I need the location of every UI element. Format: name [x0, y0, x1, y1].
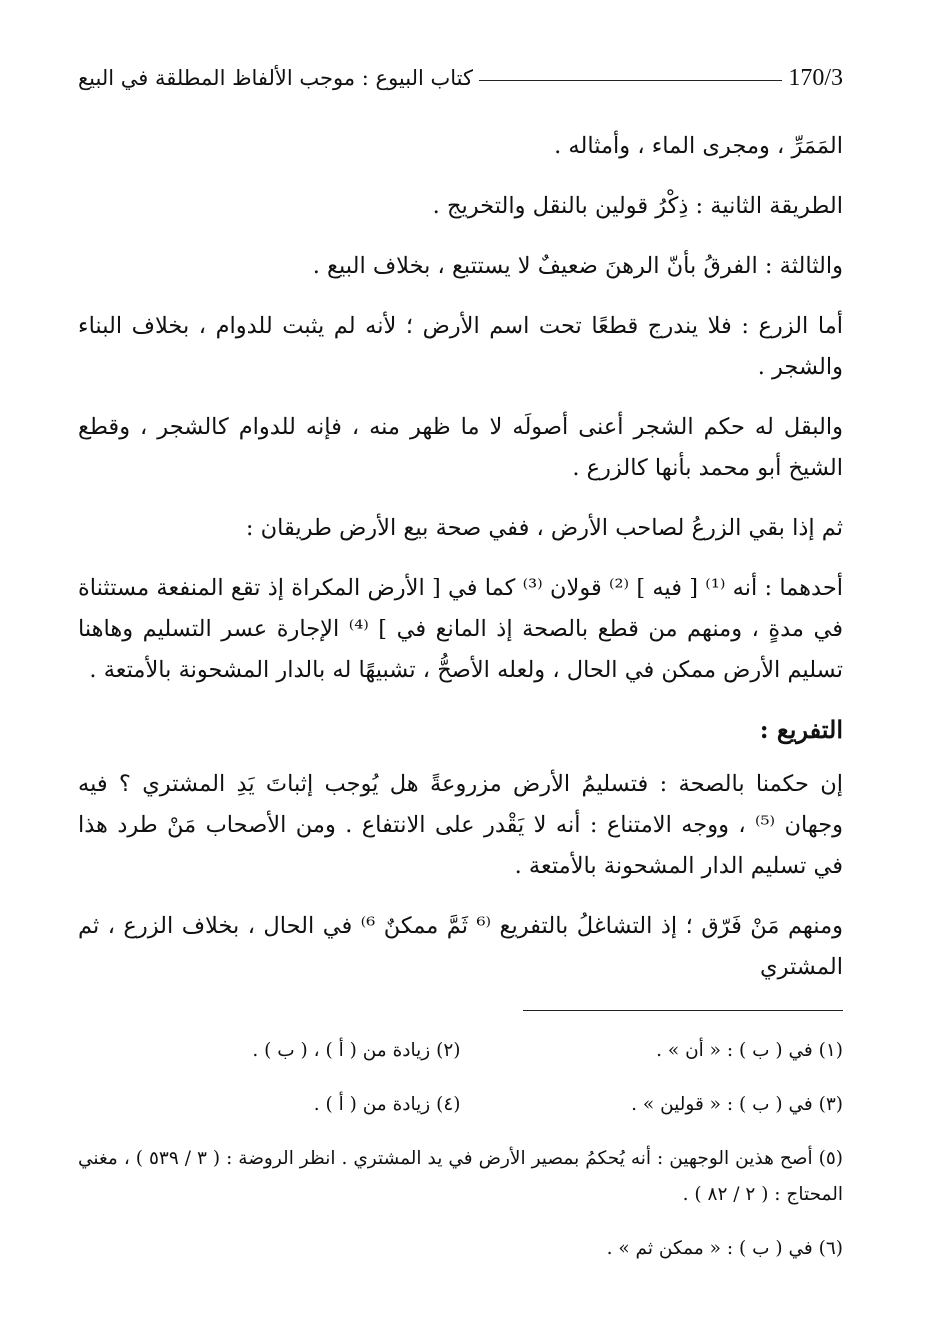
- paragraph: ومنهم مَنْ فَرّق ؛ إذ التشاغلُ بالتفريع ⁽⁶ ثَمَّ ممكنٌ ⁶⁾ في الحال ، بخلاف الزرع ، ثم المشتري: [78, 913, 843, 980]
- paragraph: إن حكمنا بالصحة : فتسليمُ الأرض مزروعةً هل يُوجب إثباتَ يَدِ المشتري ؟ فيه وجهان ⁽⁵⁾ ، ووجه الامتناع : أنه لا يَقْدر على الانتفاع . ومن الأصحاب مَنْ طرد هذا في تسليم الدار المشحونة بالأمتعة .: [78, 771, 843, 879]
- footnote-3: (٣) في ( ب ) : « قولين » .: [631, 1094, 843, 1115]
- paragraph: المَمَرِّ ، ومجرى الماء ، وأمثاله .: [554, 133, 843, 159]
- section-heading: التفريع :: [759, 715, 843, 744]
- footnotes: [78, 1033, 843, 1267]
- header-rule: [479, 80, 782, 81]
- running-title: كتاب البيوع : موجب الألفاظ المطلقة في البيع: [78, 66, 474, 90]
- paragraph: والبقل له حكم الشجر أعنى أصولَه لا ما ظهر منه ، فإنه للدوام كالشجر ، وقطع الشيخ أبو محمد بأنها كالزرع .: [78, 414, 843, 481]
- paragraph: أما الزرع : فلا يندرج قطعًا تحت اسم الأرض ؛ لأنه لم يثبت للدوام ، بخلاف البناء والشجر .: [78, 313, 843, 380]
- main-text: [78, 126, 843, 988]
- footnote-row: [78, 1033, 843, 1069]
- paragraph: ثم إذا بقي الزرعُ لصاحب الأرض ، ففي صحة بيع الأرض طريقان :: [245, 515, 843, 541]
- footnote-2: (٢) زيادة من ( أ ) ، ( ب ) .: [252, 1040, 461, 1061]
- paragraph: أحدهما : أنه ⁽¹⁾ [ فيه ] ⁽²⁾ قولان ⁽³⁾ كما في [ الأرض المكراة إذ تقع المنفعة مستثناة في مدةٍ ، ومنهم من قطع بالصحة إذ المانع في ] ⁽⁴⁾ الإجارة عسر التسليم وهاهنا تسليم الأرض ممكن في الحال ، ولعله الأصحُّ ، تشبيهًا له بالدار المشحونة بالأمتعة .: [78, 575, 844, 683]
- paragraph: الطريقة الثانية : ذِكْرُ قولين بالنقل والتخريج .: [432, 193, 843, 219]
- page-number: 170/3: [788, 64, 843, 91]
- footnote-row: [78, 1087, 843, 1123]
- footnote-4: (٤) زيادة من ( أ ) .: [313, 1094, 461, 1115]
- paragraph: والثالثة : الفرقُ بأنّ الرهنَ ضعيفٌ لا يستتبع ، بخلاف البيع .: [312, 253, 843, 279]
- running-header: [78, 58, 843, 98]
- footnote-rule: [523, 1010, 843, 1011]
- footnote-5: (٥) أصح هذين الوجهين : أنه يُحكمُ بمصير الأرض في يد المشتري . انظر الروضة : ( ٣ / ٥٣٩ ) ، مغني المحتاج : ( ٢ / ٨٢ ) .: [78, 1148, 843, 1205]
- footnote-1: (١) في ( ب ) : « أن » .: [656, 1040, 843, 1061]
- footnote-6: (٦) في ( ب ) : « ممكن ثم » .: [606, 1238, 843, 1259]
